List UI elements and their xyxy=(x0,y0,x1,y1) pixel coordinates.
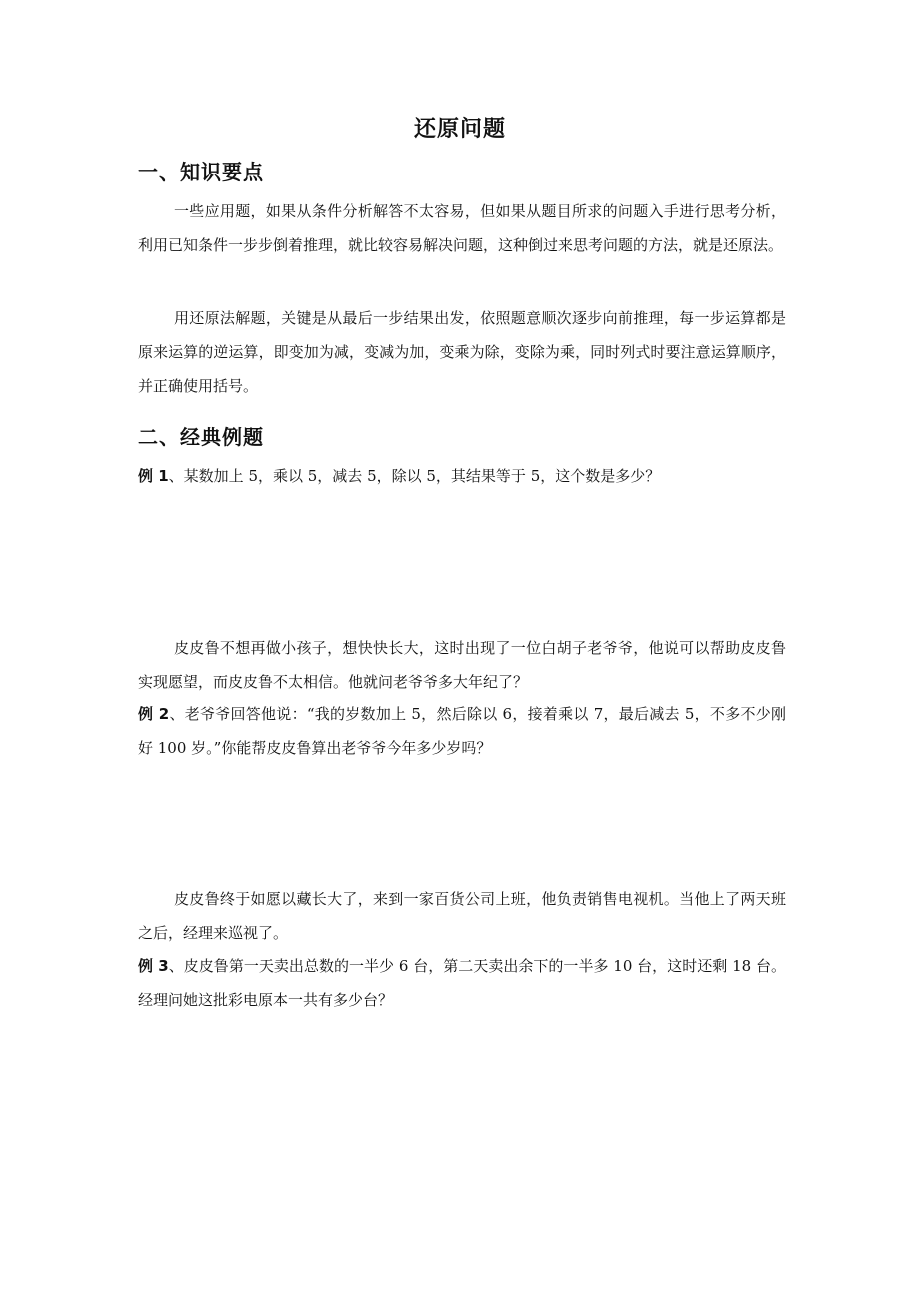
example-2-text: 、老爷爷回答他说：“我的岁数加上 5，然后除以 6，接着乘以 7，最后减去 5，不多不少刚好 100 岁。”你能帮皮皮鲁算出老爷爷今年多少岁吗？ xyxy=(138,705,786,757)
example-3-text: 、皮皮鲁第一天卖出总数的一半少 6 台，第二天卖出余下的一半多 10 台，这时还剩 18 台。经理问她这批彩电原本一共有多少台？ xyxy=(138,957,786,1009)
example-3 xyxy=(138,949,786,1017)
document-title: 还原问题 xyxy=(413,117,506,142)
example-2 xyxy=(138,697,786,765)
example-1-label: 例 1 xyxy=(138,467,169,485)
story-paragraph-2: 皮皮鲁终于如愿以藏长大了，来到一家百货公司上班，他负责销售电视机。当他上了两天班之后，经理来巡视了。 xyxy=(138,890,786,942)
example-3-label: 例 3 xyxy=(138,957,169,975)
section-heading-examples: 二、经典例题 xyxy=(138,425,264,449)
knowledge-paragraph-2: 用还原法解题，关键是从最后一步结果出发，依照题意顺次逐步向前推理，每一步运算都是原来运算的逆运算，即变加为减，变减为加，变乘为除，变除为乘，同时列式时要注意运算顺序，并正确使用括号。 xyxy=(138,309,786,395)
knowledge-paragraph-1: 一些应用题，如果从条件分析解答不太容易，但如果从题目所求的问题入手进行思考分析，利用已知条件一步步倒着推理，就比较容易解决问题，这种倒过来思考问题的方法，就是还原法。 xyxy=(138,202,786,254)
section-heading-knowledge: 一、知识要点 xyxy=(138,160,264,184)
example-1 xyxy=(138,459,786,493)
example-1-text: 、某数加上 5，乘以 5，减去 5，除以 5，其结果等于 5，这个数是多少？ xyxy=(168,467,661,485)
story-paragraph-1: 皮皮鲁不想再做小孩子，想快快长大，这时出现了一位白胡子老爷爷，他说可以帮助皮皮鲁实现愿望，而皮皮鲁不太相信。他就问老爷爷多大年纪了？ xyxy=(138,639,786,691)
example-2-label: 例 2 xyxy=(138,705,170,723)
